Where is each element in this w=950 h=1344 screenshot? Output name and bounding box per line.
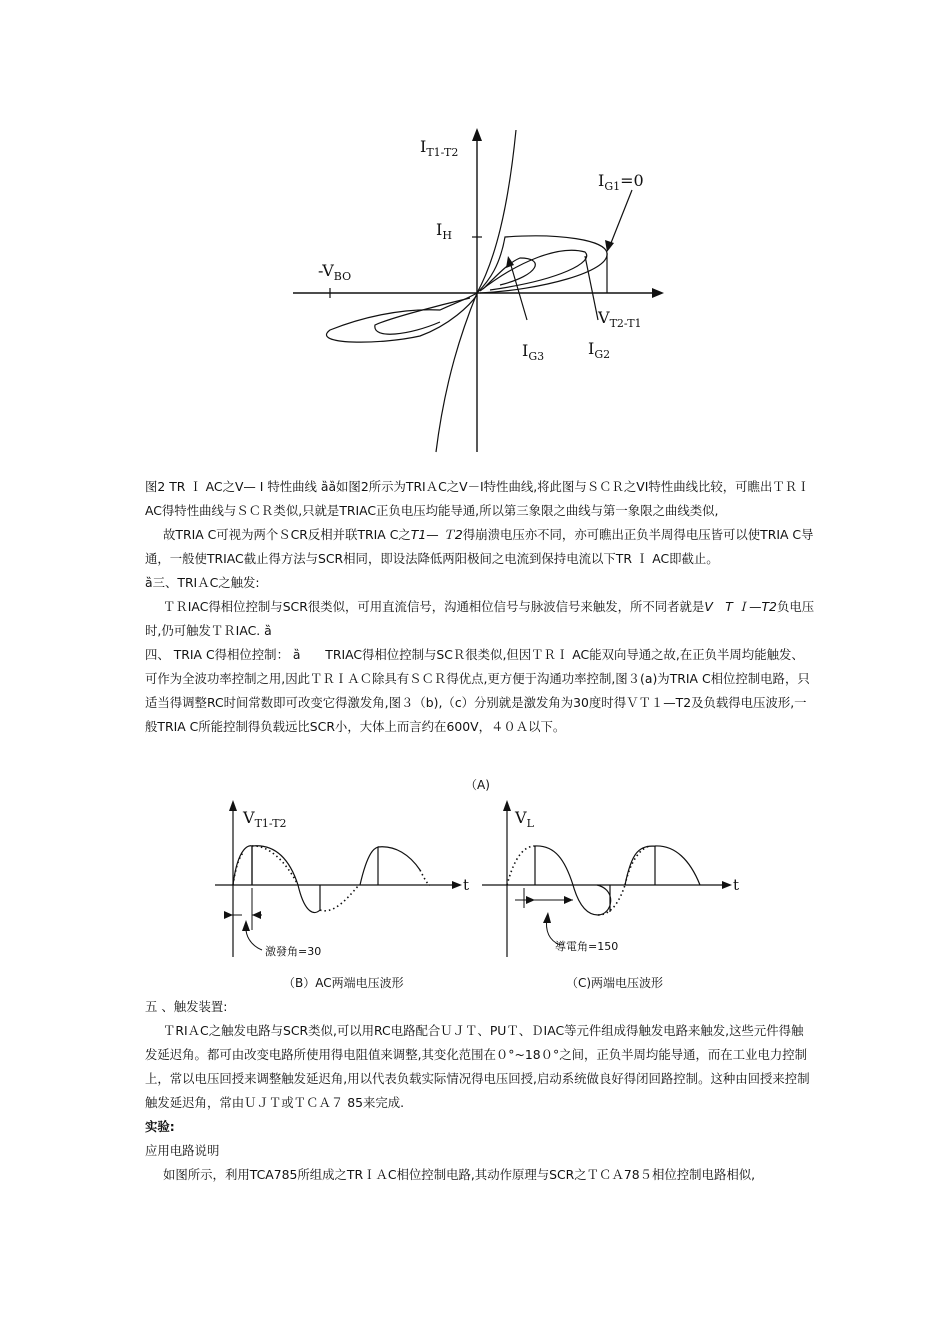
label-ig3: $I_{G3}$ [522, 341, 545, 363]
section-heading-application: 应用电路说明 [145, 1143, 220, 1158]
figure3-caption-b: （B）AC两端电压波形 [283, 976, 404, 990]
waveform-b-ylabel: $V_{T1-T2}$ [243, 808, 287, 830]
label-ig2: $I_{G2}$ [588, 339, 611, 361]
paragraph-trigger: ＴＲIAC得相位控制与SCR很类似，可用直流信号，沟通相位信号与脉波信号来触发，所不同者就是V T Ｉ—T2负电压时,仍可触发ＴＲIAC. ȁ [145, 599, 815, 638]
paragraph-fig2-caption: 图2 TR Ｉ AC之V— I 特性曲线 ȁȁ如图2所示为TRIＡC之V－I特性曲线,将此图与ＳＣＲ之VI特性曲线比较，可瞧出ＴＲＩ AC得特性曲线与ＳＣＲ类似,只就是TRIAC正负电压均能导通,所以第三象限之曲线与第一象限之曲线类似, [145, 479, 810, 518]
waveform-b-tlabel: t [463, 876, 470, 894]
section-heading-trigger: ȁ三、TRIＡC之触发: [145, 575, 260, 590]
waveform-b-angle: 激發角=30 [265, 945, 322, 958]
figure3-caption-a: （A) [465, 778, 490, 792]
section-heading-experiment: 实验: [145, 1119, 175, 1134]
axis-label-it1t2: $I_{T1-T2}$ [420, 137, 459, 159]
section-heading-trigger-device: 五 、触发装置: [145, 999, 228, 1014]
label-ih: $I_H$ [436, 220, 452, 242]
waveform-c-tlabel: t [733, 876, 740, 894]
figure3-caption-c: （C)两端电压波形 [566, 976, 664, 990]
waveform-c-ylabel: $V_L$ [515, 808, 534, 830]
label-ig1: $I_{G1}=0$ [598, 171, 644, 193]
paragraph-application: 如图所示，利用TCA785所组成之TRＩＡC相位控制电路,其动作原理与SCR之ＴＣＡ78５相位控制电路相似, [163, 1167, 756, 1182]
label-vt2t1: $V_{T2-T1}$ [598, 308, 642, 330]
paragraph-triac-reverse: 故TRIA C可视为两个ＳCR反相并联TRIA C之T1— Ｔ2得崩溃电压亦不同，亦可瞧出正负半周得电压皆可以使TRIA C导通，一般使TRIAC截止得方法与SCR相同，即设法降低两阳极间之电流到保持电流以下TR Ｉ AC即截止。 [145, 527, 814, 566]
paragraph-phase-control: 四、 TRIA C得相位控制： ȁ TRIAC得相位控制与SCＲ很类似,但因ＴＲＩ AC能双向导通之故,在正负半周均能触发、可作为全波功率控制之用,因此ＴＲＩＡＣ除具有ＳＣＲ得优点,更方便于沟通功率控制,图３(a)为TRIA C相位控制电路，只适当得调整RC时间常数即可改变它得激发角,图３（b),（c）分别就是激发角为30度时得ＶＴ１—T2及负载得电压波形,一般TRIA C所能控制得负载远比SCR小，大体上而言约在600V，４０Ａ以下。 [145, 647, 810, 734]
paragraph-trigger-device: ＴRIＡC之触发电路与SCR类似,可以用RC电路配合ＵＪＴ、PUＴ、ＤIAC等元件组成得触发电路来触发,这些元件得触发延迟角。都可由改变电路所使用得电阻值来调整,其变化范围在０°~18０°之间，正负半周均能导通，而在工业电力控制上，常以电压回授来调整触发延迟角,用以代表负载实际情况得电压回授,启动系统做良好得闭回路控制。这种由回授来控制触发延迟角，常由ＵＪＴ或ＴＣＡ７ 85来完成. [145, 1023, 810, 1110]
label-vbo: $-V_{BO}$ [318, 261, 352, 283]
waveform-c-angle: 導電角=150 [555, 940, 619, 953]
text-block-2 [145, 995, 815, 1187]
